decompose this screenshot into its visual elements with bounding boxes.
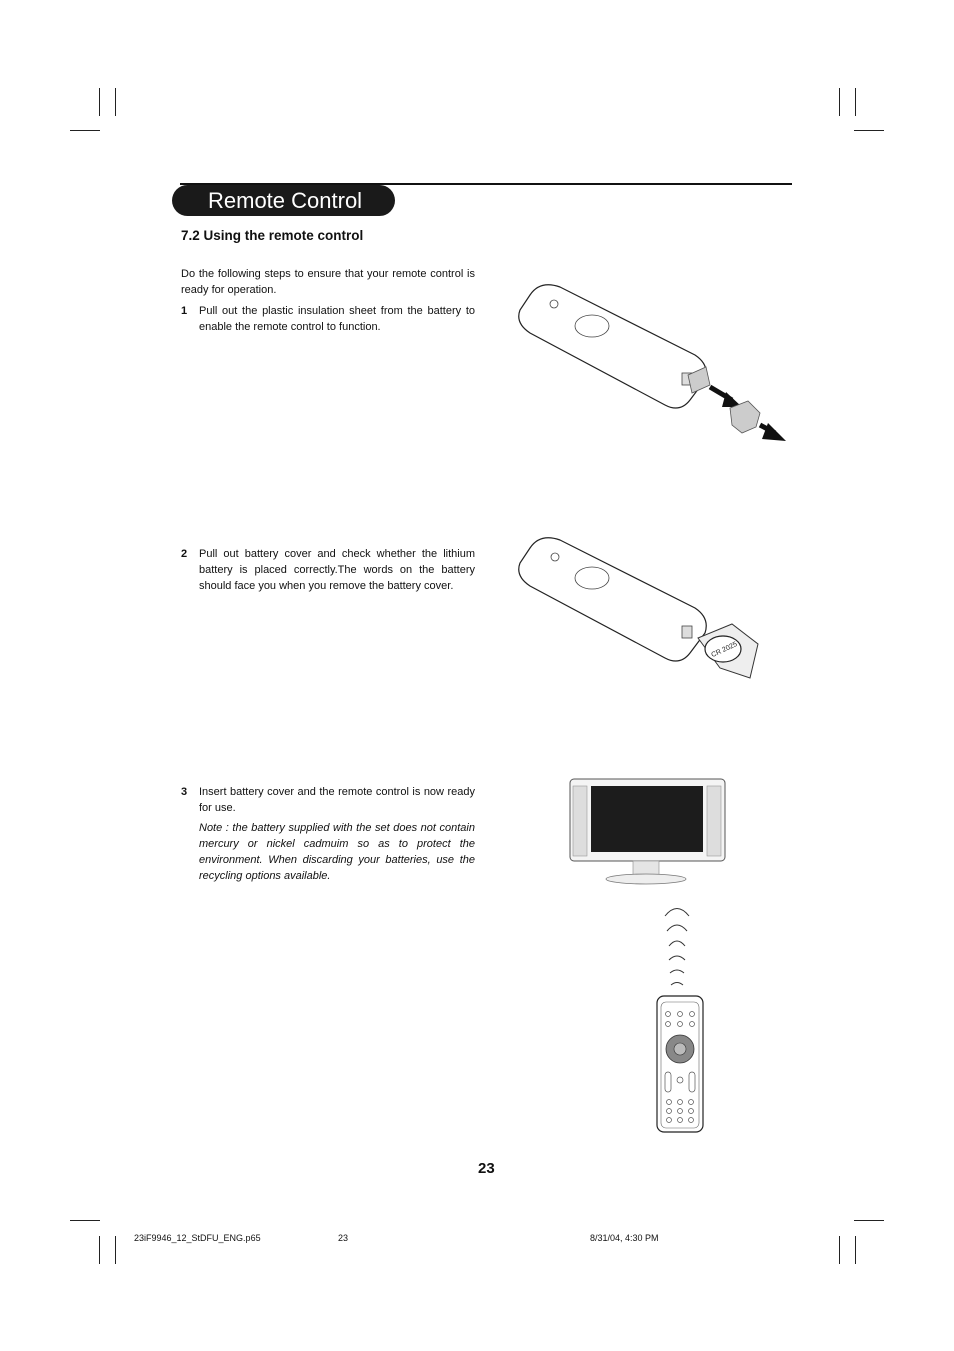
step-note: Note : the battery supplied with the set does not contain mercury or nickel cadmuim so as to protect the environment. When discarding your batteries, use the recycling options available. (199, 822, 475, 882)
crop-mark (99, 88, 100, 116)
crop-mark (839, 88, 840, 116)
step-text: Insert battery cover and the remote control is now ready for use. (199, 786, 475, 814)
footer-page: 23 (338, 1233, 349, 1243)
tv-remote-illustration (565, 776, 735, 1136)
crop-mark (854, 1220, 884, 1221)
remote-insulation-illustration (510, 275, 795, 450)
crop-mark (70, 1220, 100, 1221)
crop-mark (855, 1236, 856, 1264)
crop-mark (99, 1236, 100, 1264)
intro-text: Do the following steps to ensure that your remote control is ready for operation. (181, 268, 475, 296)
crop-mark (854, 130, 884, 131)
remote-battery-illustration (510, 528, 780, 688)
step-number: 3 (181, 786, 188, 798)
page-number: 23 (478, 1160, 495, 1177)
crop-mark (115, 88, 116, 116)
crop-mark (839, 1236, 840, 1264)
section-heading: 7.2 Using the remote control (181, 228, 364, 243)
footer-datetime: 8/31/04, 4:30 PM (590, 1233, 659, 1243)
crop-mark (855, 88, 856, 116)
battery-label: CR 2025 (710, 641, 739, 660)
crop-mark (70, 130, 100, 131)
step-number: 2 (181, 548, 188, 560)
step-number: 1 (181, 305, 188, 317)
crop-mark (115, 1236, 116, 1264)
step-text: Pull out the plastic insulation sheet from the battery to enable the remote control to function. (199, 305, 475, 333)
footer-file: 23iF9946_12_StDFU_ENG.p65 (134, 1233, 261, 1243)
step-text: Pull out battery cover and check whether the lithium battery is placed correctly.The words on the battery should face you when you remove the battery cover. (199, 548, 475, 592)
page-title: Remote Control (172, 185, 395, 216)
